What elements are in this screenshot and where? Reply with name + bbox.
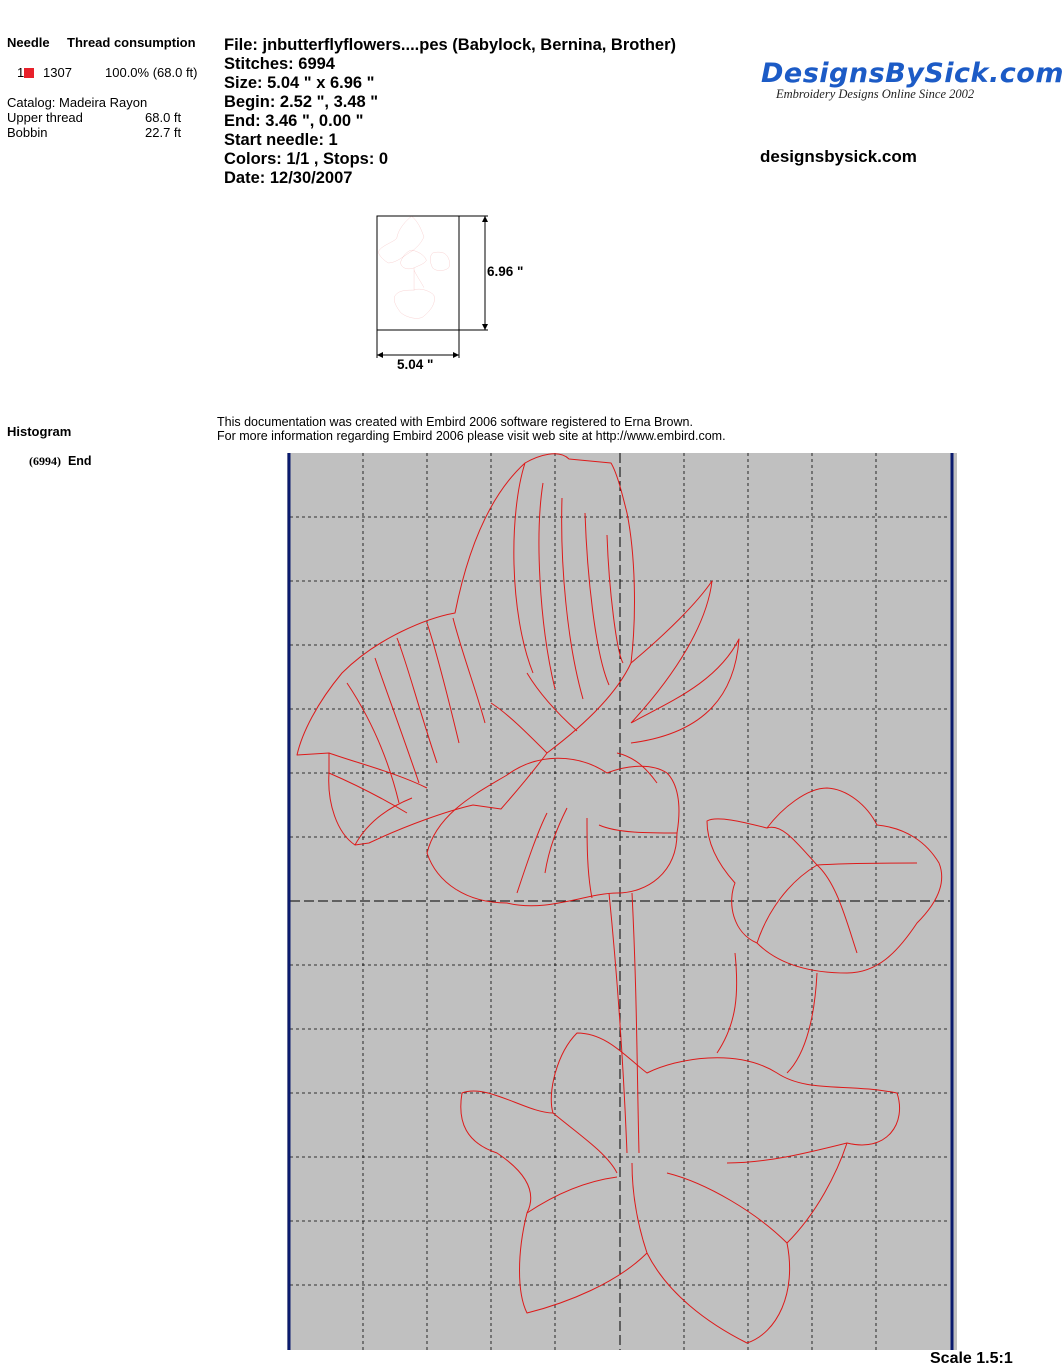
software-note-line2: For more information regarding Embird 2006 please visit web site at http://www.embird.com.	[217, 429, 726, 443]
file-name: File: jnbutterflyflowers....pes (Babylock, Bernina, Brother)	[224, 36, 676, 54]
upper-thread-label: Upper thread	[7, 110, 83, 125]
histogram-entry	[29, 454, 92, 469]
thumbnail-width-label: 5.04 "	[397, 357, 434, 372]
begin-position: Begin: 2.52 ", 3.48 "	[224, 93, 379, 111]
thread-consumption-value: 100.0% (68.0 ft)	[105, 65, 198, 80]
needle-number: 1	[17, 65, 25, 80]
thread-number: 1307	[43, 65, 72, 80]
thread-color-swatch	[24, 68, 34, 78]
upper-thread-value: 68.0 ft	[145, 110, 182, 125]
stitch-count: Stitches: 6994	[224, 55, 335, 73]
scale-label: Scale 1.5:1	[930, 1350, 1013, 1367]
histogram-entry-count: (6994)	[29, 454, 61, 468]
bobbin-label: Bobbin	[7, 125, 48, 140]
colors-stops: Colors: 1/1 , Stops: 0	[224, 150, 389, 168]
design-size: Size: 5.04 " x 6.96 "	[224, 74, 375, 92]
brand-website: designsbysick.com	[760, 147, 917, 166]
design-thumbnail	[370, 210, 540, 370]
thread-consumption-header: Thread consumption	[67, 35, 196, 50]
design-date: Date: 12/30/2007	[224, 169, 353, 187]
end-position: End: 3.46 ", 0.00 "	[224, 112, 364, 130]
design-canvas	[287, 453, 957, 1350]
thumbnail-height-label: 6.96 "	[487, 264, 524, 279]
needle-row	[17, 65, 34, 80]
catalog-label: Catalog: Madeira Rayon	[7, 95, 148, 110]
histogram-title: Histogram	[7, 424, 72, 439]
brand-logo: DesignsBySick.com	[761, 58, 1064, 89]
needle-header: Needle	[7, 35, 50, 50]
brand-tagline: Embroidery Designs Online Since 2002	[776, 87, 975, 101]
histogram-entry-label: End	[67, 454, 92, 468]
start-needle: Start needle: 1	[224, 131, 338, 149]
software-note-line1: This documentation was created with Embird 2006 software registered to Erna Brown.	[217, 415, 693, 429]
bobbin-value: 22.7 ft	[145, 125, 182, 140]
